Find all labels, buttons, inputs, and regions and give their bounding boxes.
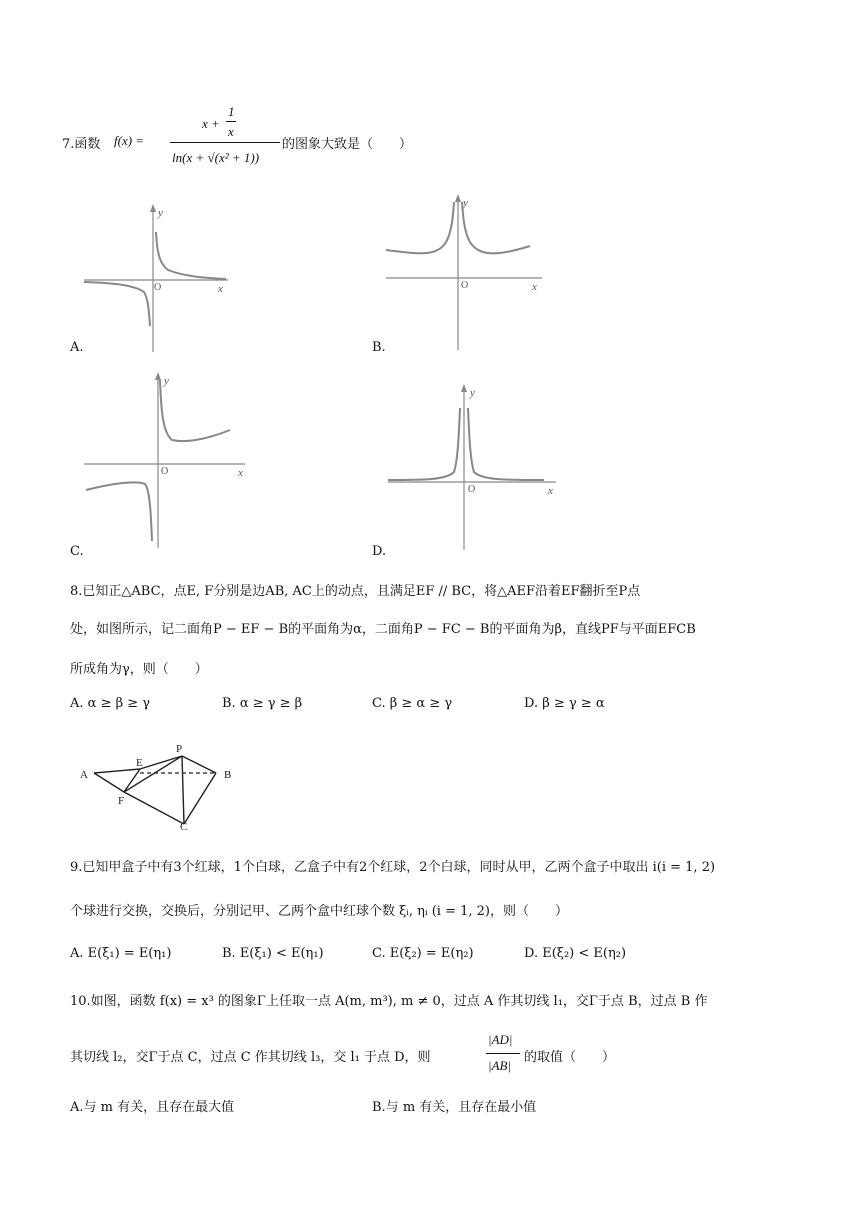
q8-option-b[interactable]: B. α ≥ γ ≥ β	[222, 696, 303, 711]
q7d-axis-y: y	[470, 387, 475, 399]
q7-graph-c	[80, 366, 255, 552]
q7-suffix: 的图象大致是（ ）	[282, 137, 413, 152]
q7-option-c[interactable]: C.	[70, 544, 84, 559]
q10-option-a[interactable]: A.与 m 有关，且存在最大值	[70, 1100, 235, 1115]
q8-fig-label-f: F	[118, 795, 125, 807]
q7-option-b[interactable]: B.	[372, 340, 386, 355]
q8-fig-label-a: A	[80, 769, 88, 781]
q7c-origin: O	[161, 466, 169, 477]
q8-fig-label-b: B	[224, 769, 232, 781]
q10-ratio-line	[486, 1053, 520, 1054]
q7-num-main: x +	[202, 116, 220, 131]
q8-option-c[interactable]: C. β ≥ α ≥ γ	[372, 696, 453, 711]
q9-line-2: 个球进行交换，交换后，分别记甲、乙两个盒中红球个数 ξᵢ, ηᵢ (i = 1, 2)，则（ ）	[70, 904, 568, 919]
q7b-origin: O	[461, 280, 469, 291]
q10-line-1: 10.如图，函数 f(x) = x³ 的图象Γ上任取一点 A(m, m³), m ≠ 0，过点 A 作其切线 l₁，交Γ于点 B，过点 B 作	[70, 994, 708, 1009]
q7a-origin: O	[154, 282, 162, 293]
q9-option-d[interactable]: D. E(ξ₂) < E(η₂)	[524, 946, 627, 961]
q7b-axis-x: x	[532, 281, 537, 293]
q7d-origin: O	[468, 484, 476, 495]
q10-ratio	[486, 1030, 520, 1080]
q7-prefix: 7.函数	[62, 137, 101, 152]
q8-option-a[interactable]: A. α ≥ β ≥ γ	[70, 696, 151, 711]
q7-graph-d	[384, 380, 564, 554]
q9-option-b[interactable]: B. E(ξ₁) < E(η₁)	[222, 946, 324, 961]
q8-figure	[76, 738, 244, 832]
q7-graph-a	[78, 196, 238, 356]
q8-line-3: 所成角为γ，则（ ）	[70, 662, 208, 677]
q7c-axis-y: y	[164, 375, 169, 387]
q7-num-frac-top: 1	[228, 104, 235, 119]
q10-line-2-pre: 其切线 l₂，交Γ于点 C，过点 C 作其切线 l₃，交 l₁ 于点 D，则	[70, 1050, 431, 1065]
q7-func-lhs: f(x) =	[114, 133, 145, 148]
q10-ratio-top: |AD|	[488, 1032, 513, 1047]
q9-option-c[interactable]: C. E(ξ₂) = E(η₂)	[372, 946, 474, 961]
q7d-axis-x: x	[548, 485, 553, 497]
q7-graph-b	[380, 188, 550, 356]
q7-num-frac-line	[226, 121, 236, 122]
q7-main-frac-line	[170, 142, 280, 143]
q10-option-b[interactable]: B.与 m 有关，且存在最小值	[372, 1100, 537, 1115]
q8-fig-label-p: P	[176, 743, 183, 755]
q8-fig-label-c: C	[180, 821, 188, 832]
q8-line-2: 处，如图所示，记二面角P − EF − B的平面角为α，二面角P − FC − B的平面角为β，直线PF与平面EFCB	[70, 622, 696, 637]
q7-option-a[interactable]: A.	[70, 340, 84, 355]
q8-line-1: 8.已知正△ABC，点E, F分别是边AB, AC上的动点，且满足EF // BC，将△AEF沿着EF翻折至P点	[70, 584, 641, 599]
q10-ratio-bot: |AB|	[488, 1058, 512, 1073]
q8-fig-label-e: E	[136, 757, 143, 769]
q8-option-d[interactable]: D. β ≥ γ ≥ α	[524, 696, 605, 711]
q7a-axis-x: x	[218, 283, 223, 295]
q9-option-a[interactable]: A. E(ξ₁) = E(η₁)	[70, 946, 172, 961]
q7-fraction	[170, 100, 280, 178]
q9-line-1: 9.已知甲盒子中有3个红球，1个白球，乙盒子中有2个红球，2个白球，同时从甲，乙两个盒子中取出 i(i = 1, 2)	[70, 860, 716, 875]
q7-numerator	[202, 104, 262, 140]
q7b-axis-y: y	[463, 197, 468, 209]
q7-denominator: ln(x + √(x² + 1))	[172, 150, 260, 165]
q10-line-2-post: 的取值（ ）	[524, 1050, 616, 1065]
q7-option-d[interactable]: D.	[372, 544, 387, 559]
q7c-axis-x: x	[238, 467, 243, 479]
q7a-axis-y: y	[158, 207, 163, 219]
q7-num-frac-bot: x	[228, 124, 234, 139]
